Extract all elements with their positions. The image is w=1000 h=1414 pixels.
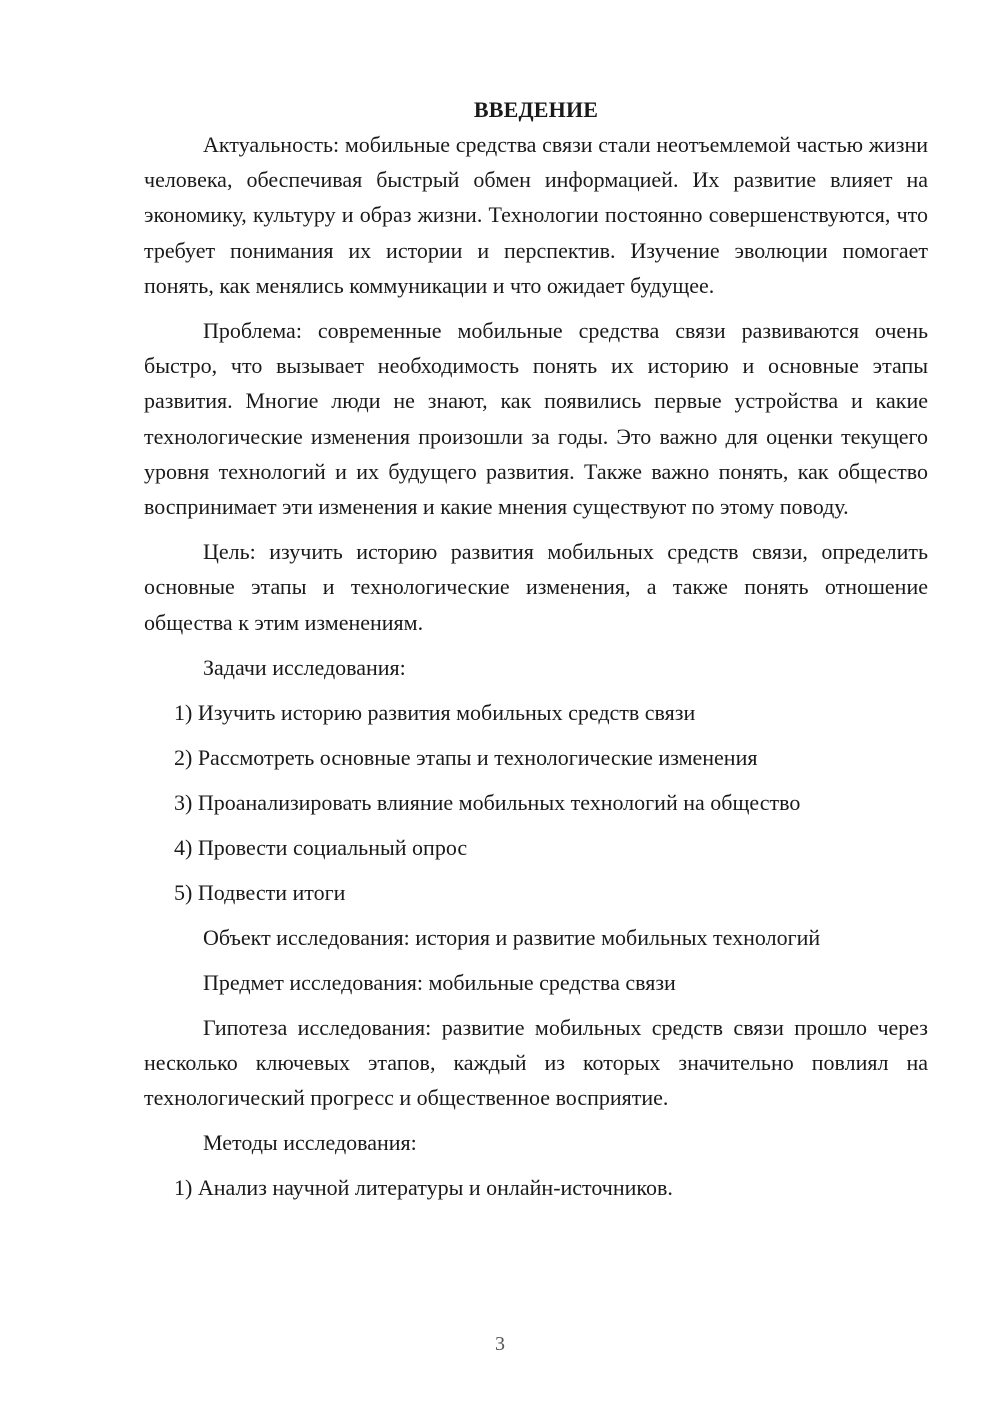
methods-heading: Методы исследования: <box>203 1130 417 1156</box>
task-item: 3) Проанализировать влияние мобильных технологий на общество <box>174 789 801 815</box>
problem-paragraph: Проблема: современные мобильные средства связи развиваются очень быстро, что вызывает необходимость понять их историю и основные этапы развития. Многие люди не знают, как появились первые устройства и какие технологические изменения произошли за годы. Это важно для оценки текущего уровня технологий и их будущего развития. Также важно понять, как общество воспринимает эти изменения и какие мнения существуют по этому поводу. <box>144 318 928 520</box>
research-subject: Предмет исследования: мобильные средства связи <box>203 969 676 995</box>
methods-list <box>144 1170 928 1205</box>
tasks-list <box>144 695 928 910</box>
task-item: 1) Изучить историю развития мобильных средств связи <box>174 699 696 725</box>
research-object: Объект исследования: история и развитие мобильных технологий <box>203 924 821 950</box>
hypothesis-paragraph: Гипотеза исследования: развитие мобильных средств связи прошло через несколько ключевых этапов, каждый из которых значительно повлиял на технологический прогресс и общественное восприятие. <box>144 1014 928 1111</box>
relevance-paragraph: Актуальность: мобильные средства связи стали неотъемлемой частью жизни человека, обеспечивая быстрый обмен информацией. Их развитие влияет на экономику, культуру и образ жизни. Технологии постоянно совершенствуются, что требует понимания их истории и перспектив. Изучение эволюции помогает понять, как менялись коммуникации и что ожидает будущее. <box>144 132 928 298</box>
tasks-heading: Задачи исследования: <box>203 654 406 680</box>
task-item: 2) Рассмотреть основные этапы и технологические изменения <box>174 744 758 770</box>
task-item: 5) Подвести итоги <box>174 879 346 905</box>
page-number: 3 <box>495 1333 505 1355</box>
goal-paragraph: Цель: изучить историю развития мобильных средств связи, определить основные этапы и технологические изменения, а также понять отношение общества к этим изменениям. <box>144 539 928 635</box>
task-item: 4) Провести социальный опрос <box>174 834 468 860</box>
page-content <box>144 92 928 1205</box>
method-item: 1) Анализ научной литературы и онлайн-источников. <box>174 1175 673 1201</box>
page-title: ВВЕДЕНИЕ <box>473 97 599 122</box>
